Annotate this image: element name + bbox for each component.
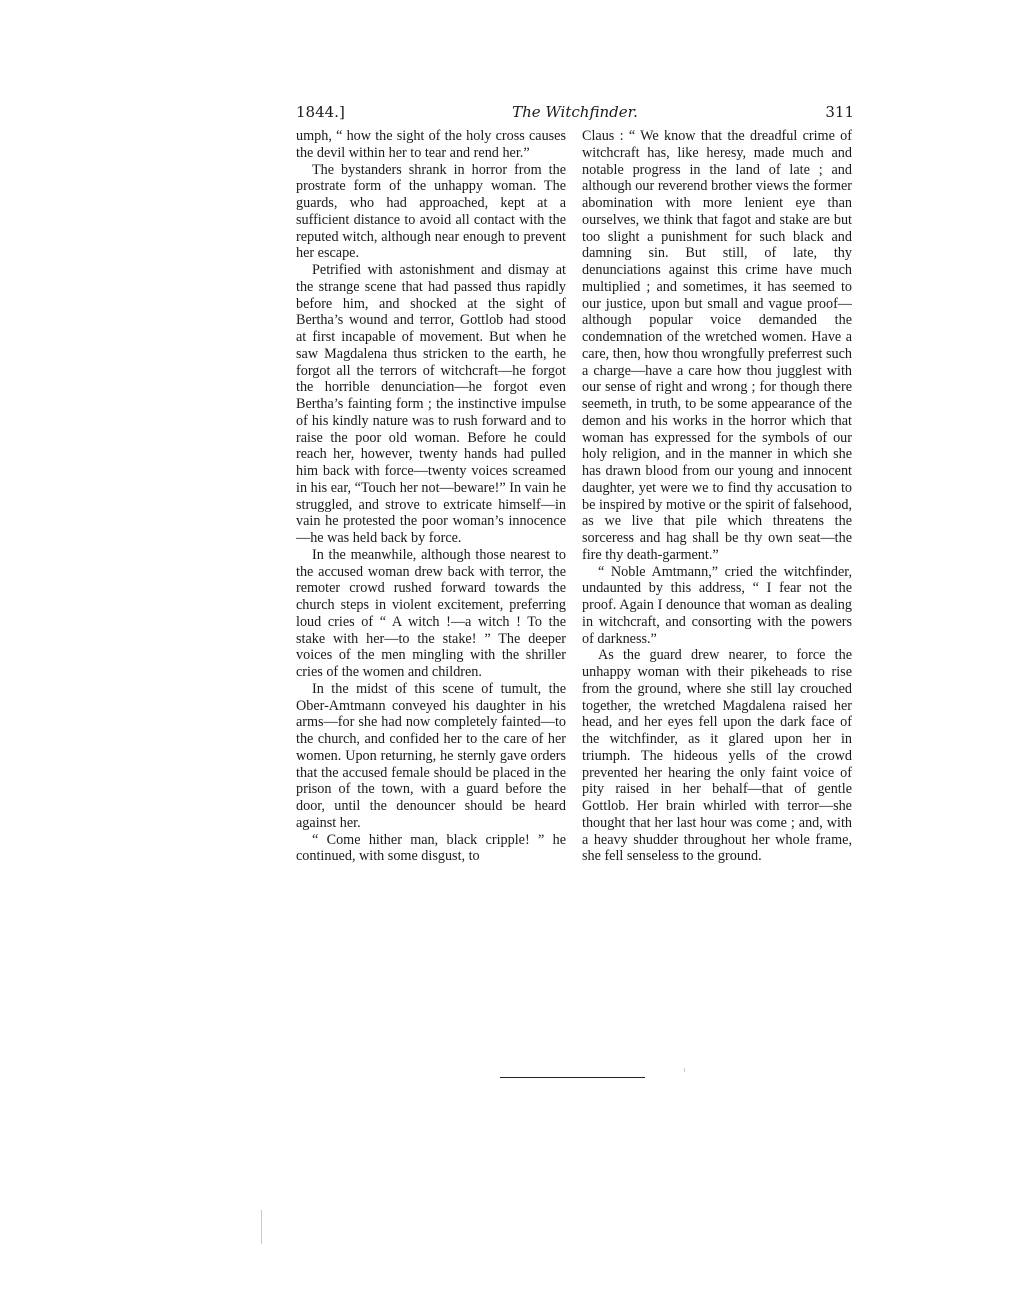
paragraph: Petrified with astonishment and dismay at the strange scene that had passed thus rapidly before him, and shocked at the sight of Bertha’s wound and terror, Gottlob had stood at first incapable of movement. But when he saw Magdalena thus stricken to the earth, he forgot all the terrors of witchcraft—he forgot the horrible denunciation—he forgot even Bertha’s fainting form ; the instinctive impulse of his kindly nature was to rush forward and to raise the poor old woman. Before he could reach her, however, twenty hands had pulled him back with force—twenty voices screamed in his ear, “Touch her not—beware!” In vain he struggled, and strove to extricate himself—in vain he protested the poor woman’s innocence—he was held back by force.	[296, 262, 566, 546]
paragraph: “ Come hither man, black cripple! ” he continued, with some disgust, to	[296, 831, 566, 865]
scan-speck	[261, 1210, 262, 1244]
header-year: 1844.]	[296, 103, 345, 121]
paragraph: As the guard drew nearer, to force the unhappy woman with their pikeheads to rise from the ground, where she still lay crouched together, the wretched Magdalena raised her head, and her eyes fell upon the dark face of the witchfinder, as it glared upon her in triumph. The hideous yells of the crowd prevented her hearing the only faint voice of pity raised in her behalf—that of gentle Gottlob. Her brain whirled with terror—she thought that her last hour was come ; and, with a heavy shudder throughout her whole frame, she fell senseless to the ground.	[582, 647, 852, 865]
paragraph: “ Noble Amtmann,” cried the witchfinder, undaunted by this address, “ I fear not the proof. Again I denounce that woman as dealing in witchcraft, and consorting with the powers of darkness.”	[582, 563, 852, 647]
scan-speck	[684, 1068, 685, 1072]
left-column	[296, 128, 566, 865]
running-header	[296, 103, 854, 125]
paragraph: The bystanders shrank in horror from the prostrate form of the unhappy woman. The guards, who had approached, kept at a sufficient distance to avoid all contact with the reputed witch, although near enough to prevent her escape.	[296, 161, 566, 262]
header-title: The Witchfinder.	[512, 103, 638, 121]
paragraph: umph, “ how the sight of the holy cross causes the devil within her to tear and rend her.”	[296, 128, 566, 161]
paragraph: In the midst of this scene of tumult, the Ober-Amtmann conveyed his daughter in his arms—for she had now completely fainted—to the church, and confided her to the care of her women. Upon returning, he sternly gave orders that the accused female should be placed in the prison of the town, with a guard before the door, until the denouncer should be heard against her.	[296, 680, 566, 831]
paragraph: In the meanwhile, although those nearest to the accused woman drew back with terror, the remoter crowd rushed forward towards the church steps in violent excitement, preferring loud cries of “ A witch !—a witch ! To the stake with her—to the stake! ” The deeper voices of the men mingling with the shriller cries of the women and children.	[296, 546, 566, 680]
paragraph: Claus : “ We know that the dreadful crime of witchcraft has, like heresy, made much and notable progress in the land of late ; and although our reverend brother views the former abomination with more lenient eye than ourselves, we think that fagot and stake are but too slight a punishment for such black and damning sin. But still, of late, thy denunciations against this crime have much multiplied ; and sometimes, it has seemed to our justice, upon but small and vague proof—although popular voice demanded the condemnation of the wretched women. Have a care, then, how thou wrongfully preferrest such a charge—have a care how thou jugglest with our sense of right and wrong ; for though there seemeth, in truth, to be some appearance of the demon and his works in the horror which that woman has expressed for the symbols of our holy religion, and in the manner in which she has drawn blood from our young and innocent daughter, yet were we to find thy accusation to be inspired by motive or the spirit of falsehood, as we live that pile which threatens the sorceress and hag shall be thy own seat—the fire thy death-garment.”	[582, 128, 852, 563]
right-column	[582, 128, 852, 865]
page-number: 311	[825, 103, 854, 121]
section-divider-rule	[500, 1077, 645, 1078]
